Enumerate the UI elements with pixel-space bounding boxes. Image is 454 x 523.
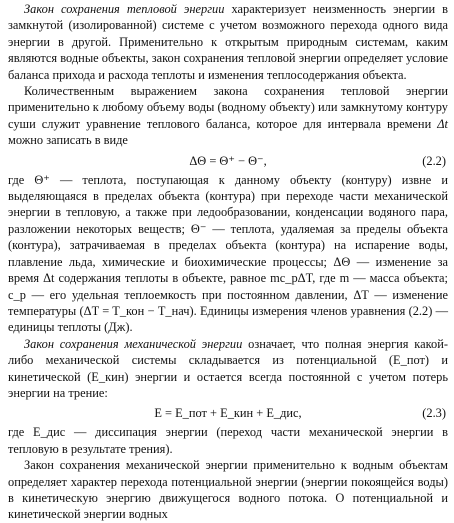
paragraph-heat-conservation [8, 1, 448, 83]
paragraph-heat-terms: где Θ⁺ — теплота, поступающая к данному объекту (контуру) извне и выделяющаяся в пределах объекта (контура) при переходе части механической энергии в тепловую, а также при ледообразовании, конденсации водяного пара, разложении некоторых веществ; Θ⁻ — теплота, удаляемая за пределы объекта (контура), затрачиваемая в пределах объекта (контура) на испарение воды, плавление льда, химические и биохимические процессы; ΔΘ — изменение за время Δt содержания теплоты в объекте, равное mc_pΔT, где m — масса объекта; c_p — его удельная теплоемкость при постоянном давлении, ΔT — изменение температуры (ΔT = T_кон − T_нач). Единицы измерения членов уравнения (2.2) — единицы теплоты (Дж). [8, 172, 448, 335]
equation-2-3-number: (2.3) [422, 406, 446, 421]
term-heat-conservation-law: Закон сохранения тепловой энергии [24, 2, 225, 16]
symbol-delta-t: Δt [437, 116, 448, 131]
paragraph-heat-balance-intro [8, 83, 448, 149]
paragraph-water-energy: Закон сохранения механической энергии применительно к водным объектам определяет характер перехода потенциальной энергии (энергии покоящейся воды) в кинетическую энергию движущегося водного потока. О потенциальной и кинетической энергии водных [8, 458, 448, 522]
equation-2-3 [8, 403, 448, 423]
equation-2-2-body: ΔΘ = Θ⁺ − Θ⁻, [189, 153, 267, 168]
paragraph-mechanical-conservation [8, 336, 448, 402]
paragraph-mechanical-conservation-text: означает, что полная энергия какой-либо механической системы складывается из потенциальной (E_пот) и кинетической (E_кин) энергии и остается всегда постоянной с учетом потерь энергии на трение: [8, 336, 448, 400]
equation-2-2-number: (2.2) [422, 153, 446, 168]
term-mechanical-conservation-law: Закон сохранения механической энергии [24, 336, 243, 351]
equation-2-3-body: E = E_пот + E_кин + E_дис, [154, 406, 302, 421]
paragraph-heat-balance-text-b: можно записать в виде [8, 133, 128, 148]
paragraph-heat-balance-text-a: Количественным выражением закона сохранения тепловой энергии применительно к любому объему воды (водному объекту) или замкнутому контуру суши служит уравнение теплового баланса, которое для интервала времени [8, 84, 448, 131]
paragraph-heat-conservation-text: характеризует неизменность энергии в замкнутой (изолированной) системе с учетом возможного перехода одного вида энергии в другой. Применительно к открытым природным системам, каким являются водные объекты, закон сохранения тепловой энергии определяет условие баланса прихода и расхода теплоты и изменения теплосодержания объекта. [8, 2, 448, 82]
equation-2-2 [8, 151, 448, 171]
paragraph-dissipation: где E_дис — диссипация энергии (переход части механической энергии в тепловую в результате трения). [8, 425, 448, 456]
